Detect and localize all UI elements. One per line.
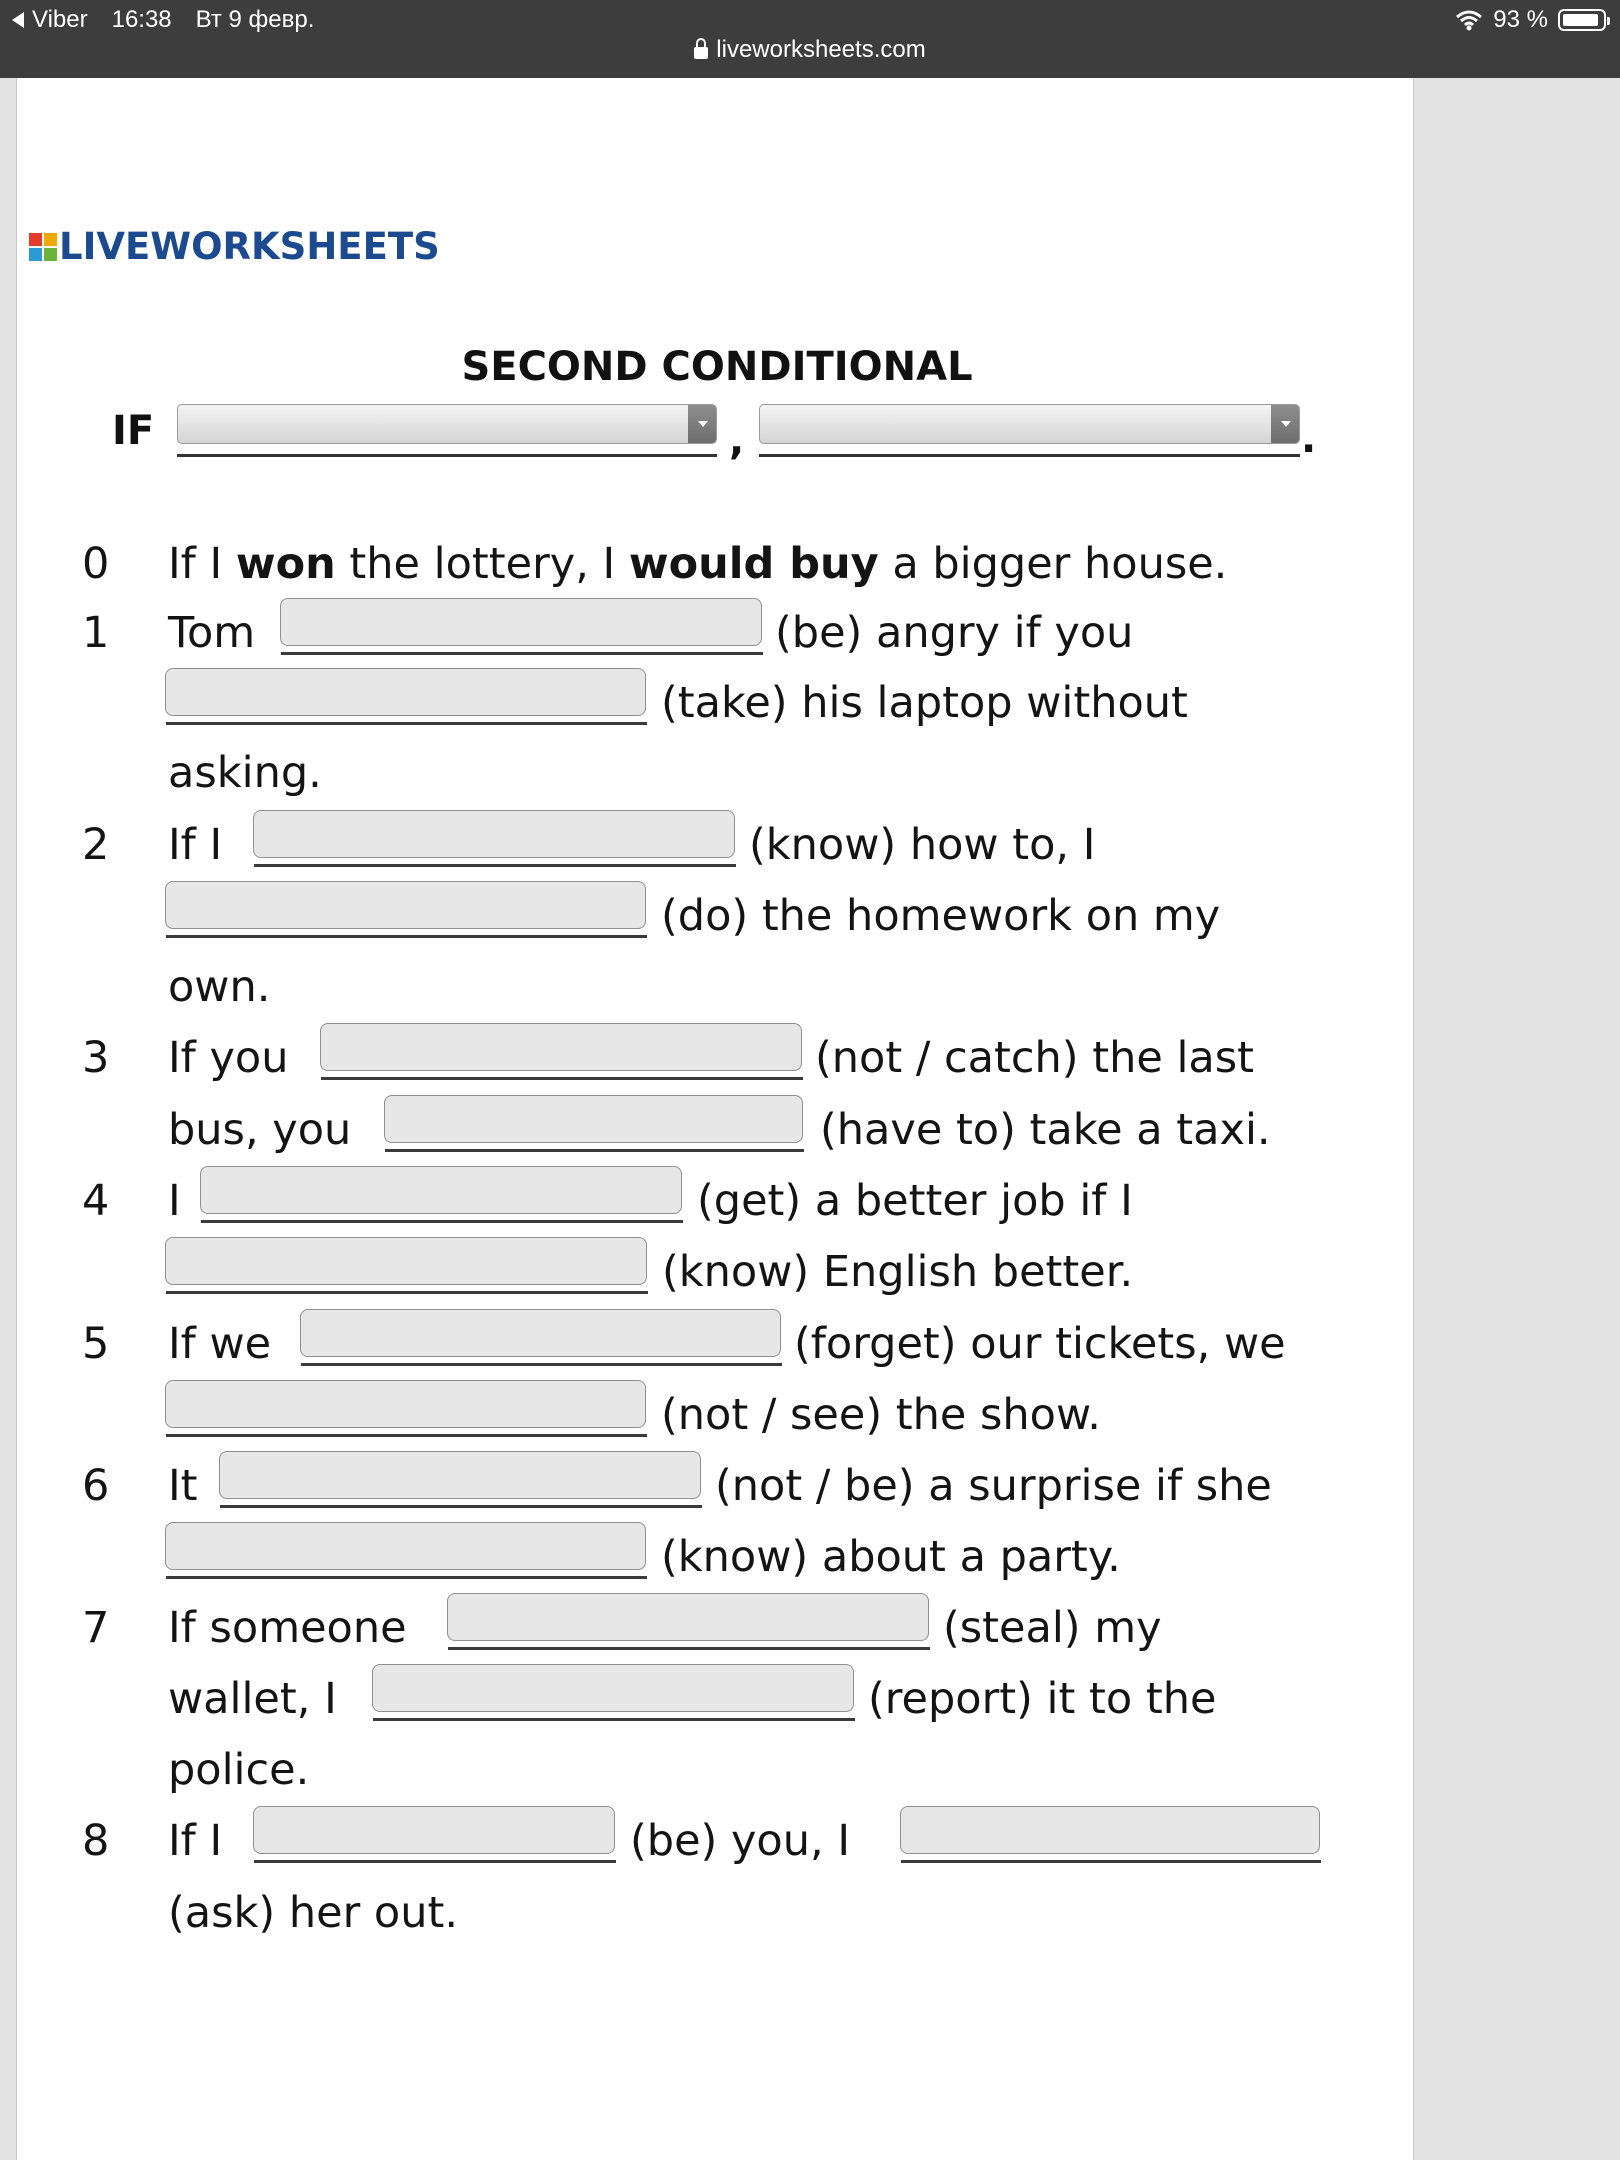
item-text: bus, you [168, 1105, 352, 1155]
formula-underline-1 [177, 454, 717, 457]
wifi-icon [1455, 9, 1483, 31]
item-text: (know) how to, I [749, 820, 1096, 870]
item-number: 7 [82, 1603, 110, 1653]
formula-select-2[interactable] [759, 404, 1300, 444]
item-number: 3 [82, 1033, 110, 1083]
status-left [12, 6, 314, 34]
answer-input-3b[interactable] [384, 1095, 803, 1143]
item-text: (steal) my [943, 1603, 1162, 1653]
item-text: It [168, 1461, 198, 1511]
answer-input-2b[interactable] [165, 881, 646, 929]
item-text: If I [168, 1816, 223, 1866]
worksheet-page [16, 78, 1414, 2160]
item-number: 2 [82, 820, 110, 870]
item-text: (report) it to the [868, 1674, 1217, 1724]
item-text: (take) his laptop without [661, 678, 1188, 728]
formula-period: . [1301, 416, 1317, 462]
worksheet-title: SECOND CONDITIONAL [461, 344, 973, 390]
formula-underline-2 [759, 454, 1300, 457]
answer-input-6a[interactable] [219, 1451, 701, 1499]
item-text: Tom [168, 608, 256, 658]
lock-icon [694, 47, 708, 59]
answer-input-5a[interactable] [300, 1309, 781, 1357]
item-text: I [168, 1176, 181, 1226]
formula-select-1[interactable] [177, 404, 717, 444]
example-sentence: If I won the lottery, I would buy a bigger house. [168, 539, 1228, 589]
item-text: (have to) take a taxi. [820, 1105, 1271, 1155]
answer-input-2a[interactable] [253, 810, 735, 858]
item-text: asking. [168, 748, 322, 798]
url-text: liveworksheets.com [716, 36, 926, 63]
answer-input-1b[interactable] [165, 668, 646, 716]
item-text: If we [168, 1319, 272, 1369]
answer-input-4b[interactable] [165, 1237, 647, 1285]
item-number: 8 [82, 1816, 110, 1866]
item-text: (ask) her out. [168, 1888, 459, 1938]
item-text: (get) a better job if I [697, 1176, 1133, 1226]
chevron-down-icon [1271, 405, 1299, 443]
back-arrow-icon [12, 12, 24, 28]
liveworksheets-logo[interactable] [29, 225, 440, 268]
item-number: 0 [82, 539, 110, 589]
item-text: If someone [168, 1603, 407, 1653]
formula-if-label: IF [112, 408, 155, 454]
address-bar[interactable] [0, 36, 1620, 64]
item-number: 6 [82, 1461, 110, 1511]
answer-input-7a[interactable] [447, 1593, 929, 1641]
answer-input-5b[interactable] [165, 1380, 646, 1428]
item-text: If I [168, 820, 223, 870]
formula-comma: , [729, 418, 745, 464]
answer-input-6b[interactable] [165, 1522, 646, 1570]
item-number: 4 [82, 1176, 110, 1226]
item-text: If you [168, 1033, 289, 1083]
item-text: wallet, I [168, 1674, 337, 1724]
item-number: 5 [82, 1319, 110, 1369]
item-text: police. [168, 1745, 310, 1795]
logo-text: LIVEWORKSHEETS [59, 225, 440, 268]
answer-input-4a[interactable] [200, 1166, 682, 1214]
item-text: (be) angry if you [775, 608, 1134, 658]
item-text: (not / see) the show. [661, 1390, 1101, 1440]
answer-input-8b[interactable] [900, 1806, 1320, 1854]
answer-input-3a[interactable] [320, 1023, 802, 1071]
chevron-down-icon [688, 405, 716, 443]
item-text: (do) the homework on my [661, 891, 1221, 941]
item-text: (forget) our tickets, we [794, 1319, 1286, 1369]
battery-icon [1558, 9, 1606, 31]
logo-blocks-icon [29, 233, 57, 261]
item-text: own. [168, 962, 271, 1012]
status-date: Вт 9 февр. [195, 6, 315, 33]
answer-input-8a[interactable] [253, 1806, 615, 1854]
status-right [1455, 6, 1606, 34]
item-text: (know) about a party. [661, 1532, 1121, 1582]
status-bar [0, 0, 1620, 78]
item-text: (be) you, I [630, 1816, 850, 1866]
status-time: 16:38 [111, 6, 172, 33]
battery-percent: 93 % [1493, 6, 1548, 33]
back-app-label: Viber [32, 6, 88, 33]
back-to-app-link[interactable] [12, 6, 88, 34]
item-text: (not / be) a surprise if she [715, 1461, 1272, 1511]
item-text: (not / catch) the last [815, 1033, 1255, 1083]
item-text: (know) English better. [662, 1247, 1134, 1297]
item-number: 1 [82, 608, 110, 658]
answer-input-1a[interactable] [280, 598, 762, 646]
answer-input-7b[interactable] [372, 1664, 854, 1712]
